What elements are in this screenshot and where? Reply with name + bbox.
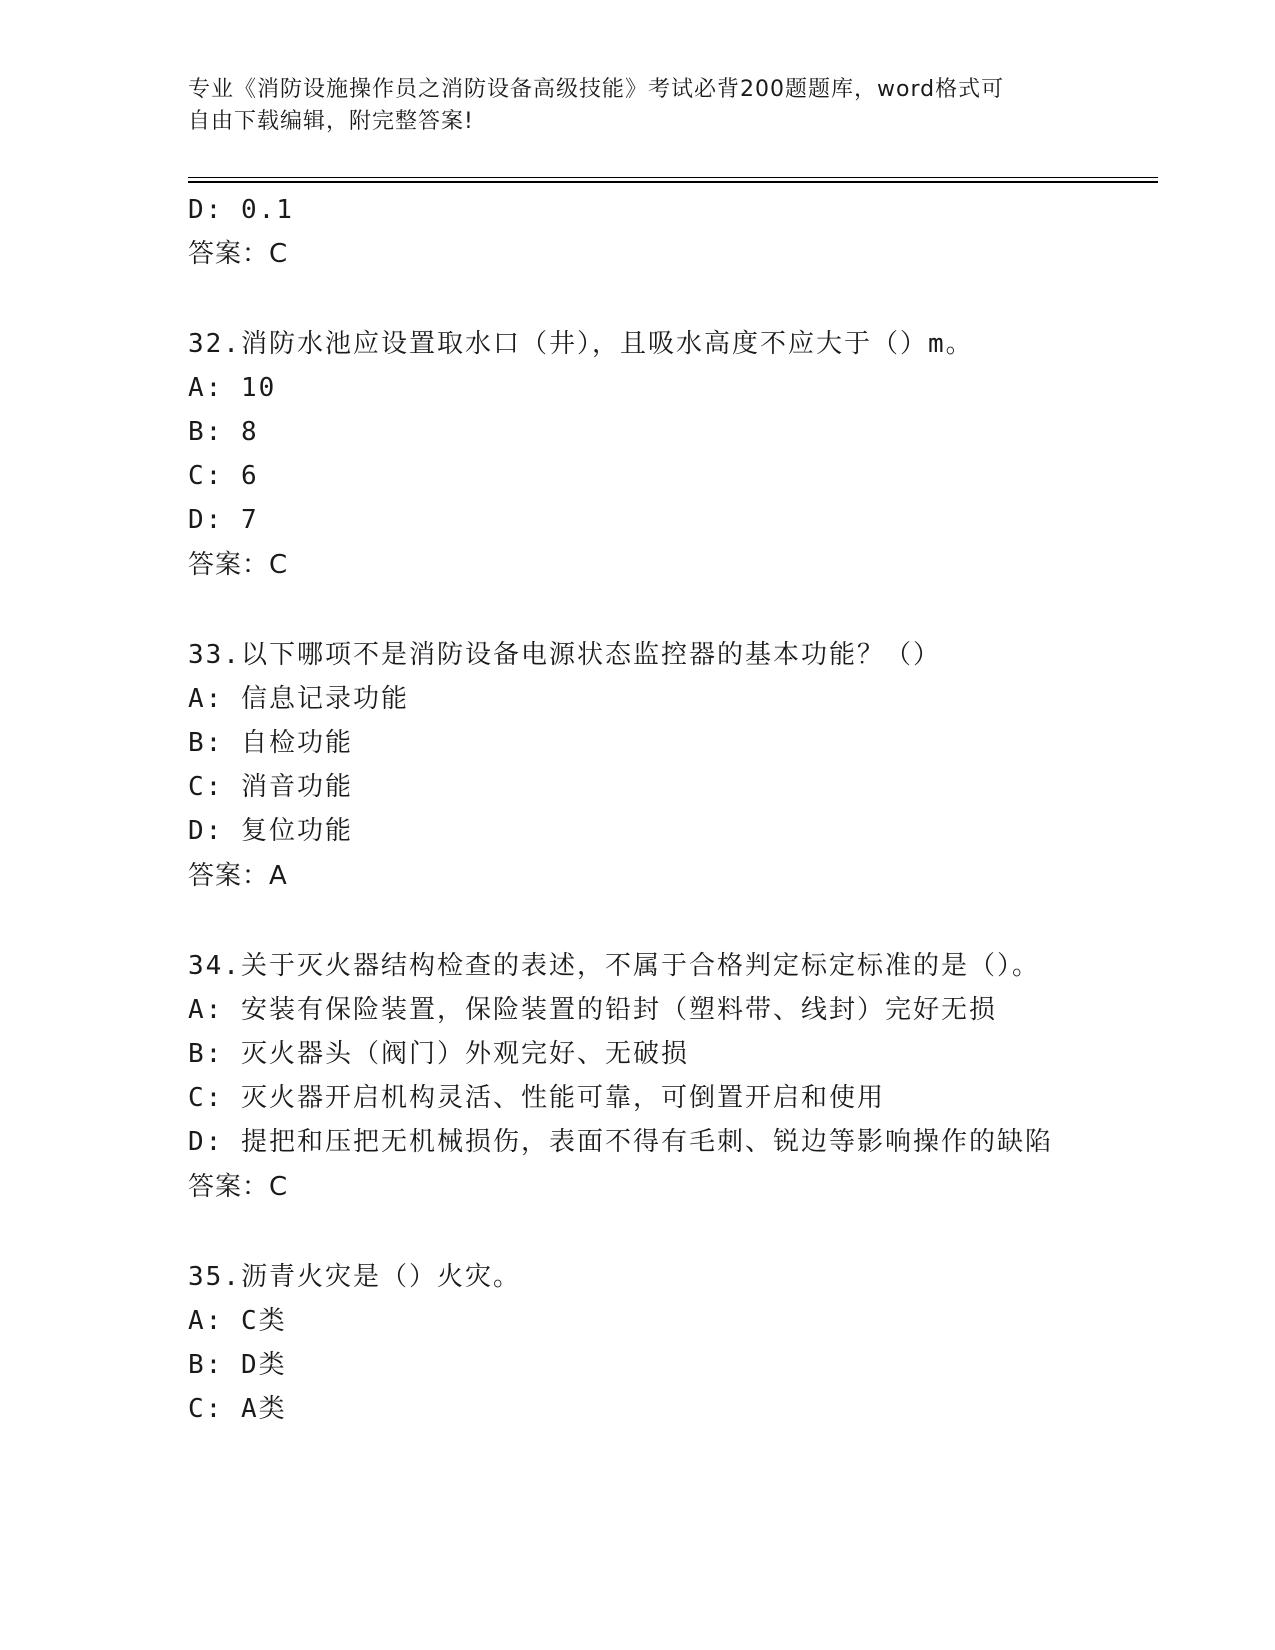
option-c-q33: C: 消音功能 xyxy=(188,772,353,802)
option-c-q35: C: A类 xyxy=(188,1394,287,1424)
option-b-q32: B: 8 xyxy=(188,417,259,447)
answer-q31: 答案：C xyxy=(188,239,289,269)
header-divider-thin xyxy=(188,177,1158,178)
option-b-q33: B: 自检功能 xyxy=(188,728,353,758)
question-34: 34.关于灭火器结构检查的表述，不属于合格判定标定标准的是（）。 xyxy=(188,951,1040,981)
question-35: 35.沥青火灾是（）火灾。 xyxy=(188,1262,521,1292)
option-b-q34: B: 灭火器头（阀门）外观完好、无破损 xyxy=(188,1039,689,1069)
header-title-line-2: 自由下载编辑，附完整答案! xyxy=(188,109,474,134)
question-33: 33.以下哪项不是消防设备电源状态监控器的基本功能？（） xyxy=(188,640,941,670)
option-d-q33: D: 复位功能 xyxy=(188,816,353,846)
option-a-q35: A: C类 xyxy=(188,1306,287,1336)
option-c-q32: C: 6 xyxy=(188,461,259,491)
header-title-line-1: 专业《消防设施操作员之消防设备高级技能》考试必背200题题库，word格式可 xyxy=(188,77,1005,102)
option-d-q32: D: 7 xyxy=(188,505,259,535)
option-a-q32: A: 10 xyxy=(188,373,277,403)
option-b-q35: B: D类 xyxy=(188,1350,287,1380)
option-c-q34: C: 灭火器开启机构灵活、性能可靠，可倒置开启和使用 xyxy=(188,1083,885,1113)
answer-q32: 答案：C xyxy=(188,550,289,580)
document-header xyxy=(188,74,1068,138)
header-divider-thick xyxy=(188,181,1158,183)
option-d-q34: D: 提把和压把无机械损伤，表面不得有毛刺、锐边等影响操作的缺陷 xyxy=(188,1127,1053,1157)
answer-q34: 答案：C xyxy=(188,1172,289,1202)
option-d-q31: D: 0.1 xyxy=(188,195,294,225)
answer-q33: 答案：A xyxy=(188,861,288,891)
option-a-q34: A: 安装有保险装置，保险装置的铅封（塑料带、线封）完好无损 xyxy=(188,995,997,1025)
question-32: 32.消防水池应设置取水口（井），且吸水高度不应大于（）m。 xyxy=(188,329,974,359)
option-a-q33: A: 信息记录功能 xyxy=(188,684,409,714)
